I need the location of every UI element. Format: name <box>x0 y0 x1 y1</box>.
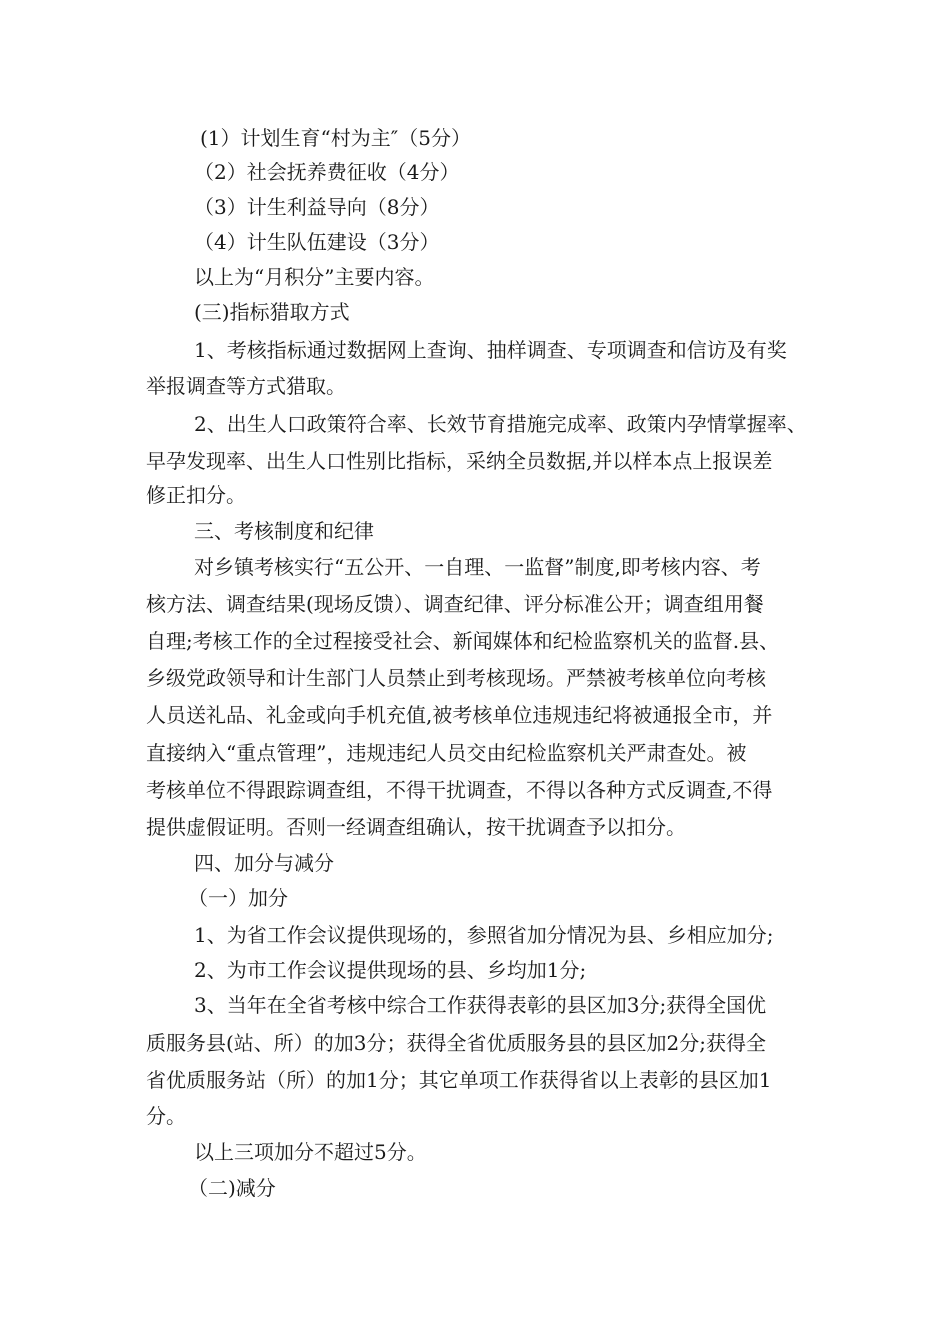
text-line: 2、出生人口政策符合率、长效节育措施完成率、政策内孕情掌握率、 <box>194 412 807 436</box>
text-line: 质服务县(站、所）的加3分；获得全省优质服务县的县区加2分;获得全 <box>146 1031 766 1055</box>
text-line: 提供虚假证明。否则一经调查组确认，按干扰调查予以扣分。 <box>146 815 686 839</box>
subsection-heading: （一）加分 <box>188 886 288 910</box>
section-heading: (三)指标猎取方式 <box>194 300 350 324</box>
text-line: 自理;考核工作的全过程接受社会、新闻媒体和纪检监察机关的监督.县、 <box>146 629 780 653</box>
text-line: 省优质服务站（所）的加1分；其它单项工作获得省以上表彰的县区加1 <box>146 1068 772 1092</box>
text-line: 对乡镇考核实行“五公开、一自理、一监督”制度,即考核内容、考 <box>194 555 761 579</box>
text-line: 直接纳入“重点管理”，违规违纪人员交由纪检监察机关严肃查处。被 <box>146 741 747 765</box>
text-line: （2）社会抚养费征收（4分） <box>194 160 460 184</box>
text-line: 1、考核指标通过数据网上查询、抽样调查、专项调查和信访及有奖 <box>194 338 787 362</box>
text-line: 人员送礼品、礼金或向手机充值,被考核单位违规违纪将被通报全市，并 <box>146 703 773 727</box>
text-line: 1、为省工作会议提供现场的，参照省加分情况为县、乡相应加分; <box>194 923 774 947</box>
text-line: 3、当年在全省考核中综合工作获得表彰的县区加3分;获得全国优 <box>194 993 767 1017</box>
text-line: 分。 <box>146 1104 186 1128</box>
section-heading: 三、考核制度和纪律 <box>194 519 374 543</box>
text-line: 举报调查等方式猎取。 <box>146 374 346 398</box>
text-line: (1）计划生育“村为主″（5分） <box>200 126 471 150</box>
text-line: （3）计生利益导向（8分） <box>194 195 440 219</box>
text-line: 以上为“月积分”主要内容。 <box>194 265 435 289</box>
text-line: 2、为市工作会议提供现场的县、乡均加1分; <box>194 958 587 982</box>
text-line: （4）计生队伍建设（3分） <box>194 230 440 254</box>
text-line: 修正扣分。 <box>146 483 246 507</box>
text-line: 核方法、调查结果(现场反馈）、调查纪律、评分标准公开；调查组用餐 <box>146 592 764 616</box>
text-line: 早孕发现率、出生人口性别比指标，采纳全员数据,并以样本点上报误差 <box>146 449 773 473</box>
subsection-heading: （二)减分 <box>188 1176 276 1200</box>
text-line: 乡级党政领导和计生部门人员禁止到考核现场。严禁被考核单位向考核 <box>146 666 766 690</box>
section-heading: 四、加分与减分 <box>194 851 334 875</box>
text-line: 以上三项加分不超过5分。 <box>194 1140 427 1164</box>
text-line: 考核单位不得跟踪调查组，不得干扰调查，不得以各种方式反调查,不得 <box>146 778 773 802</box>
